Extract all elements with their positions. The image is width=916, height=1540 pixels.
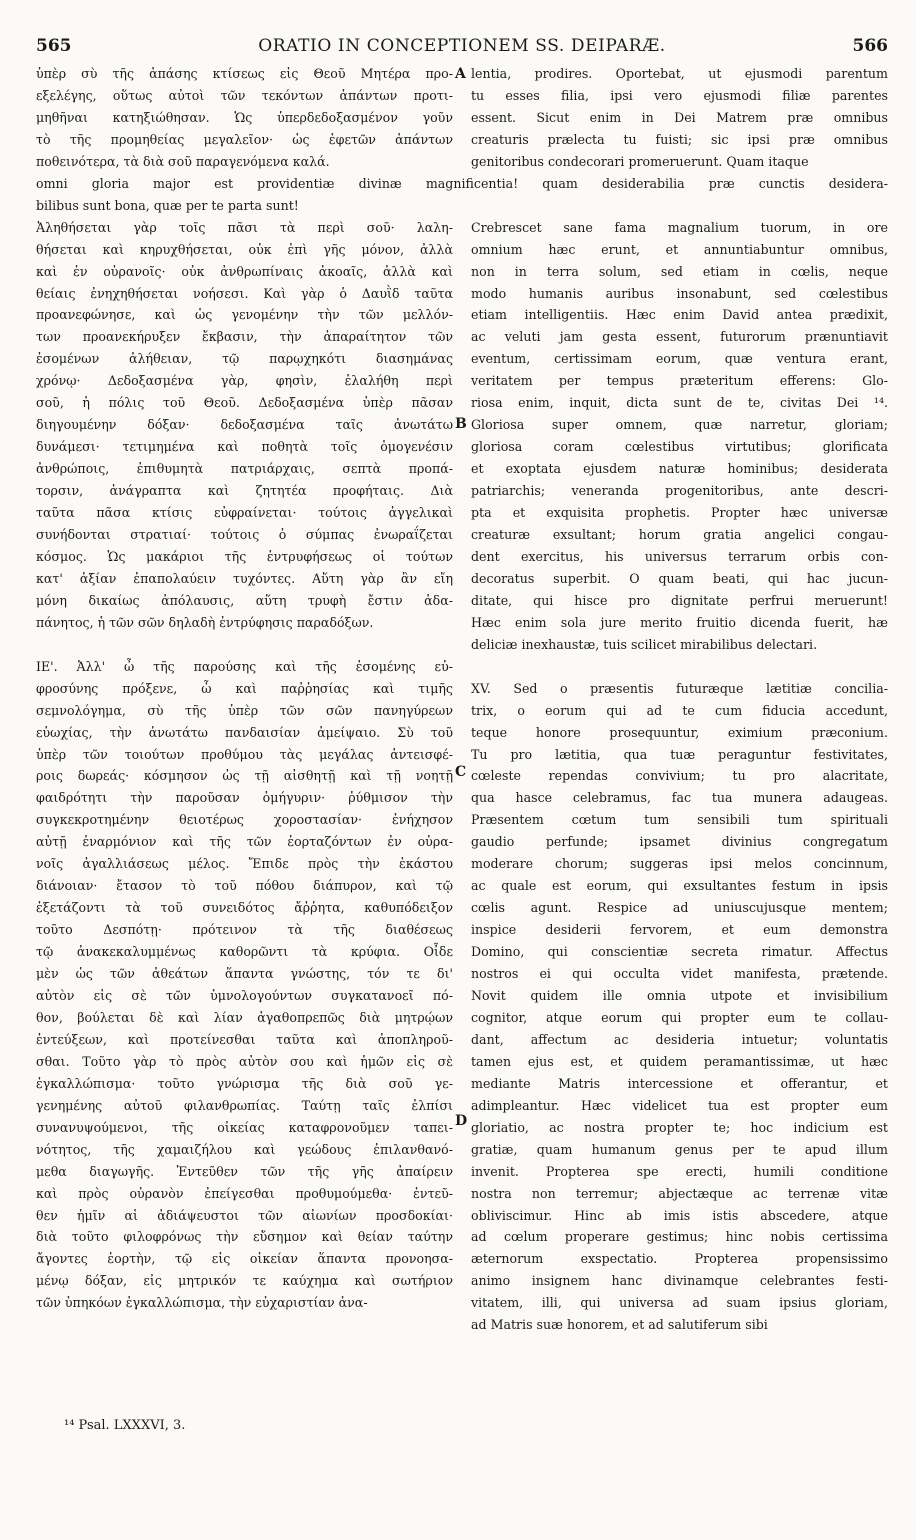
latin-text-line: XV. Sed o præsentis futuræque lætitiæ concilia- — [471, 680, 888, 696]
greek-text-line: θεν ἡμῖν αἱ ἀδιάψευστοι τῶν αἰωνίων προσδοκίαι· — [36, 1207, 453, 1223]
greek-text-line: διηγουμένην δόξαν· δεδοξασμένα ταῖς ἀνωτάτω — [36, 417, 453, 433]
latin-text-line: eventum, certissimam eorum, quæ ventura erant, — [471, 351, 888, 367]
greek-text-line: μηθῆναι κατηξιώθησαν. Ὡς ὑπερδεδοξασμένον γοῦν — [36, 109, 453, 125]
latin-text-line: cognitor, atque eorum qui propter eum te collau- — [471, 1009, 888, 1025]
latin-text-line: pta et exquisita prophetis. Propter hæc universæ — [471, 505, 888, 521]
greek-text-line: διὰ τοῦτο φιλοφρόνως τὴν εὔσημον καὶ θείαν ταύτην — [36, 1229, 453, 1245]
latin-text-line: gloriatio, ac nostra propter te; hoc indicium est — [471, 1119, 888, 1135]
latin-text-line: cœleste rependas convivium; tu pro alacritate, — [471, 768, 888, 784]
greek-text-line: ὑπὲρ τῶν τοιούτων προθύμου τὰς μεγάλας ἀντεισφέ- — [36, 746, 453, 762]
latin-text-line: Præsentem cœtum tum sensibili tum spirituali — [471, 812, 888, 828]
latin-text-line: dant, affectum ac desideria intuetur; voluntatis — [471, 1031, 888, 1047]
latin-text-line: et exoptata ejusdem naturæ hominibus; desiderata — [471, 461, 888, 477]
margin-letter-b: B — [455, 416, 467, 432]
greek-text-line: σεμνολόγημα, σὺ τῆς ὑπὲρ τῶν σῶν πανηγύρεων — [36, 702, 453, 718]
greek-text-line: συνήδονται στρατιαί· τούτοις ὁ σύμπας ἐνωραΐζεται — [36, 527, 453, 542]
greek-text-line: Ἀληθήσεται γὰρ τοῖς πᾶσι τὰ περὶ σοῦ· λαλη- — [36, 219, 453, 235]
greek-text-line: ἐσομένων ἀλήθειαν, τῷ παρῳχηκότι διασημάνας — [36, 351, 453, 367]
greek-text-line: γενημένης αὐτοῦ φιλανθρωπίας. Ταύτῃ ταῖς ἐλπίσι — [36, 1097, 453, 1113]
greek-text-line: διάνοιαν· ἔτασον τὸ τοῦ πόθου διάπυρον, καὶ τῷ — [36, 878, 453, 894]
greek-text-line: σοῦ, ἡ πόλις τοῦ Θεοῦ. Δεδοξασμένα ὑπὲρ πᾶσαν — [36, 395, 453, 411]
latin-text-line: patriarchis; veneranda progenitoribus, ante descri- — [471, 483, 888, 499]
latin-text-line: Novit quidem ille omnia utpote et invisibilium — [471, 988, 888, 1003]
latin-text-line: genitoribus condecorari promeruerunt. Quam itaque — [471, 153, 809, 169]
greek-text-line: τῶν ὑπηκόων ἐγκαλλώπισμα, τὴν εὐχαριστίαν ἀνα- — [36, 1295, 368, 1311]
greek-text-line: καὶ ἐν οὐρανοῖς· οὐκ ἀνθρωπίναις ἀκοαῖς, ἀλλὰ καὶ — [36, 263, 453, 279]
latin-text-line: riosa enim, inquit, dicta sunt de te, civitas Dei ¹⁴. — [471, 395, 888, 411]
latin-text-line: ac quale est eorum, qui exsultantes festum in ipsis — [471, 878, 888, 894]
greek-text-line: ὑπὲρ σὺ τῆς ἁπάσης κτίσεως εἰς Θεοῦ Μητέρα προ- — [36, 66, 453, 81]
greek-text-line: τῷ ἀνακεκαλυμμένως καθορῶντι τὰ κρύφια. Οἶδε — [36, 944, 453, 960]
greek-text-line: φαιδρότητι τὴν παροῦσαν ὁμήγυριν· ῥύθμισον τὴν — [36, 790, 453, 806]
right-page-number: 566 — [852, 36, 888, 56]
greek-text-line: κατ' ἀξίαν ἐπαπολαύειν τυχόντες. Αὕτη γὰρ ἂν εἴη — [36, 570, 453, 586]
latin-text-line: gratiæ, quam humanum genus per te apud illum — [471, 1141, 888, 1157]
latin-text-line: non in terra solum, sed etiam in cœlis, neque — [471, 263, 888, 279]
latin-text-line: teque honore prosequuntur, eximium præconium. — [471, 724, 888, 740]
latin-text-line: ad Matris suæ honorem, et ad salutiferum sibi — [471, 1317, 768, 1333]
greek-text-line: εὐωχίας, τὴν ἀνωτάτω πανδαισίαν ἀμείψαιο. Σὺ τοῦ — [36, 724, 453, 740]
latin-text-line: vitatem, illi, qui universa ad suam ipsius gloriam, — [471, 1295, 888, 1311]
greek-text-line: χρόνῳ· Δεδοξασμένα γὰρ, φησὶν, ἐλαλήθη περὶ — [36, 373, 453, 389]
latin-text-line: etiam intelligentiis. Hæc enim David antea prædixit, — [471, 307, 888, 323]
running-title: ORATIO IN CONCEPTIONEM SS. DEIPARÆ. — [258, 36, 666, 56]
latin-text-line: qua hasce celebramus, fac tua munera adaugeas. — [471, 790, 888, 806]
full-width-line: bilibus sunt bona, quæ per te parta sunt! — [36, 197, 299, 213]
latin-text-line: mediante Matris intercessione et offerantur, et — [471, 1075, 888, 1091]
greek-text-line: ταῦτα πᾶσα κτίσις εὐφραίνεται· τούτοις ἀγγελικαὶ — [36, 505, 453, 521]
latin-text-line: Tu pro lætitia, qua tuæ peraguntur festivitates, — [471, 746, 888, 762]
latin-column — [471, 63, 888, 1336]
latin-text-line: ditate, qui hisce pro dignitate perfrui meruerunt! — [471, 592, 888, 608]
latin-text-line: tu esses filia, ipsi vero ejusmodi filiæ parentes — [471, 87, 888, 103]
greek-text-line: αὐτῇ ἐναρμόνιον καὶ τῆς τῶν ἑορταζόντων ἐν οὐρα- — [36, 834, 453, 850]
greek-text-line: εξελέγης, οὕτως αὐτοὶ τῶν τεκόντων ἁπάντων προτι- — [36, 87, 453, 103]
greek-text-line: νότητος, τῆς χαμαιζήλου καὶ γεώδους ἐπιλανθανό- — [36, 1141, 453, 1157]
latin-text-line: essent. Sicut enim in Dei Matrem præ omnibus — [471, 109, 888, 125]
latin-text-line: creaturis prælecta tu fuisti; sic ipsi præ omnibus — [471, 131, 888, 147]
latin-text-line: tamen ejus est, et quidem peramantissimæ, ut hæc — [471, 1053, 888, 1069]
latin-text-line: cœlis agunt. Respice ad uniuscujusque mentem; — [471, 900, 888, 916]
full-width-sentence — [36, 173, 888, 217]
margin-letter-a: A — [455, 66, 466, 82]
greek-text-line: ἐγκαλλώπισμα· τοῦτο γνώρισμα τῆς διὰ σοῦ γε- — [36, 1075, 453, 1091]
greek-text-line: καὶ πρὸς οὐρανὸν ἐπείγεσθαι προθυμούμεθα· ἐντεῦ- — [36, 1185, 453, 1201]
greek-text-line: κόσμος. Ὡς μακάριοι τῆς ἐντρυφήσεως οἱ τούτων — [36, 548, 453, 564]
latin-text-line: Hæc enim sola jure merito fruitio dicenda fuerit, hæ — [471, 614, 888, 630]
latin-text-line: æternorum exspectatio. Propterea propensissimo — [471, 1251, 888, 1267]
footnote: ¹⁴ Psal. LXXXVI, 3. — [64, 1418, 186, 1433]
full-width-line: omni gloria major est providentiæ divinæ magnificentia! quam desiderabilia præ cunctis desidera- — [36, 176, 888, 191]
greek-text-line: τοῦτο Δεσπότῃ· πρότεινον τὰ τῆς διαθέσεως — [36, 922, 453, 938]
latin-text-line: veritatem per tempus præteritum efferens: Glo- — [471, 373, 888, 389]
greek-text-line: θείαις ἐνηχηθήσεται νοήσεσι. Καὶ γὰρ ὁ Δαυῒδ ταῦτα — [36, 285, 453, 301]
greek-text-line: συνανυψούμενοι, τῆς οἰκείας καταφρονοῦμεν ταπει- — [36, 1119, 453, 1135]
greek-text-line: αὐτὸν εἰς σὲ τῶν ὑμνολογούντων συγκατανοεῖ πό- — [36, 988, 453, 1003]
latin-text-line: Crebrescet sane fama magnalium tuorum, in ore — [471, 219, 888, 235]
latin-text-line: Domino, qui conscientiæ secreta rimatur. Affectus — [471, 944, 888, 960]
greek-text-line: ἀνθρώποις, ἐπιθυμητὰ πατριάρχαις, σεπτὰ προπά- — [36, 461, 453, 477]
greek-text-line: θήσεται καὶ κηρυχθήσεται, οὐκ ἐπὶ γῆς μόνον, ἀλλὰ — [36, 241, 453, 257]
greek-text-line: θον, βούλεται δὲ καὶ λίαν ἀγαθοπρεπῶς διὰ μητρῴων — [36, 1009, 453, 1025]
margin-letter-d: D — [455, 1113, 468, 1129]
page-header — [36, 36, 888, 60]
greek-text-line: μόνη δικαίως ἀπόλαυσις, αὕτη τρυφὴ ἔστιν ἀδα- — [36, 592, 453, 608]
latin-text-line: moderare chorum; suggeras ipsi melos concinnum, — [471, 856, 888, 872]
latin-text-line: invenit. Propterea spe erecti, humili conditione — [471, 1163, 888, 1179]
greek-text-line: προανεφώνησε, καὶ ὡς γενομένην τὴν τῶν μελλόν- — [36, 307, 453, 323]
latin-text-line: trix, o eorum qui ad te cum fiducia accedunt, — [471, 702, 888, 718]
greek-text-line: σθαι. Τοῦτο γὰρ τὸ πρὸς αὐτὸν σου καὶ ἡμῶν εἰς σὲ — [36, 1053, 453, 1069]
latin-text-line: animo insignem hanc divinamque celebrantes festi- — [471, 1273, 888, 1289]
greek-text-line: μὲν ὡς τῶν ἀθεάτων ἅπαντα γνώστης, τόν τε δι' — [36, 966, 453, 982]
greek-text-line: ροις δωρεάς· κόσμησον ὡς τῇ αἰσθητῇ καὶ τῇ νοητῇ — [36, 768, 453, 784]
greek-text-line: τορσιν, ἀνάγραπτα καὶ ζητητέα προφήταις. Διὰ — [36, 483, 453, 499]
margin-letter-c: C — [455, 764, 467, 780]
latin-text-line: omnium hæc erunt, et annuntiabuntur omnibus, — [471, 241, 888, 257]
latin-text-line: dent exercitus, his universus terrarum orbis con- — [471, 548, 888, 564]
greek-text-line: φροσύνης πρόξενε, ὦ καὶ παῤῥησίας καὶ τιμῆς — [36, 680, 453, 696]
latin-text-line: adimpleantur. Hæc videlicet tua est propter eum — [471, 1097, 888, 1113]
latin-text-line: deliciæ inexhaustæ, tuis scilicet mirabilibus delectari. — [471, 636, 818, 652]
latin-text-line: decoratus superbit. O quam beati, qui hac jucun- — [471, 570, 888, 586]
greek-text-line: ποθεινότερα, τὰ διὰ σοῦ παραγενόμενα καλά. — [36, 153, 330, 169]
latin-text-line: Gloriosa super omnem, quæ narretur, gloriam; — [471, 417, 888, 433]
left-page-number: 565 — [36, 36, 72, 56]
latin-text-line: nostra non terremur; abjectæque ac terrenæ vitæ — [471, 1185, 888, 1201]
greek-text-line: δυνάμεσι· τετιμημένα καὶ ποθητὰ τοῖς ὁμογενέσιν — [36, 439, 453, 455]
greek-text-line: νοῖς ἀγαλλιάσεως μέλος. Ἔπιδε πρὸς τὴν ἑκάστου — [36, 856, 453, 872]
greek-text-line: ἄγοντες ἑορτὴν, τῷ εἰς οἰκείαν ἅπαντα προνοησα- — [36, 1251, 453, 1267]
latin-text-line: gloriosa coram cœlestibus virtutibus; glorificata — [471, 439, 888, 455]
latin-text-line: inspice desiderii fervorem, et eum demonstra — [471, 922, 888, 938]
latin-text-line: nostros ei qui occulta videt manifesta, prætende. — [471, 966, 888, 982]
latin-text-line: creaturæ exsultant; horum gratia angelici congau- — [471, 527, 888, 542]
greek-text-line: μεθα διαγωγῆς. Ἐντεῦθεν τῶν τῆς γῆς ἀπαίρειν — [36, 1163, 453, 1179]
greek-text-line: συγκεκροτημένην θειοτέρως χοροστασίαν· ἐνήχησον — [36, 812, 453, 828]
latin-text-line: obliviscimur. Hinc ab imis istis abscedere, atque — [471, 1207, 888, 1223]
greek-text-line: ἐντεύξεων, καὶ προτείνεσθαι ταῦτα καὶ ἀποπληροῦ- — [36, 1031, 453, 1047]
greek-text-line: μένῳ δόξαν, εἰς μητρικόν τε καύχημα καὶ σωτήριον — [36, 1273, 453, 1289]
greek-text-line: ἐξετάζοντι τὰ τοῦ συνειδότος ἄῤῥητα, καθυπόδειξον — [36, 900, 453, 916]
greek-text-line: τὸ τῆς προμηθείας μεγαλεῖον· ὡς ἐφετῶν ἁπάντων — [36, 131, 453, 147]
greek-column — [36, 63, 453, 1314]
latin-text-line: modo humanis auribus insonabunt, sed cœlestibus — [471, 285, 888, 301]
latin-text-line: ac veluti jam gesta essent, futurorum prænuntiavit — [471, 329, 888, 345]
latin-text-line: ad cœlum properare gestimus; hinc nobis certissima — [471, 1229, 888, 1245]
latin-text-line: lentia, prodires. Oportebat, ut ejusmodi parentum — [471, 66, 888, 81]
greek-text-line: ΙΕ'. Ἀλλ' ὦ τῆς παρούσης καὶ τῆς ἐσομένης εὐ- — [36, 658, 453, 674]
greek-text-line: πάνητος, ἡ τῶν σῶν δηλαδὴ ἐντρύφησις παραδόξων. — [36, 614, 374, 630]
latin-text-line: gaudio perfunde; ipsamet divinius congregatum — [471, 834, 888, 850]
greek-text-line: των προανεκήρυξεν ἔκβασιν, τὴν ἀπαραίτητον τῶν — [36, 329, 453, 345]
